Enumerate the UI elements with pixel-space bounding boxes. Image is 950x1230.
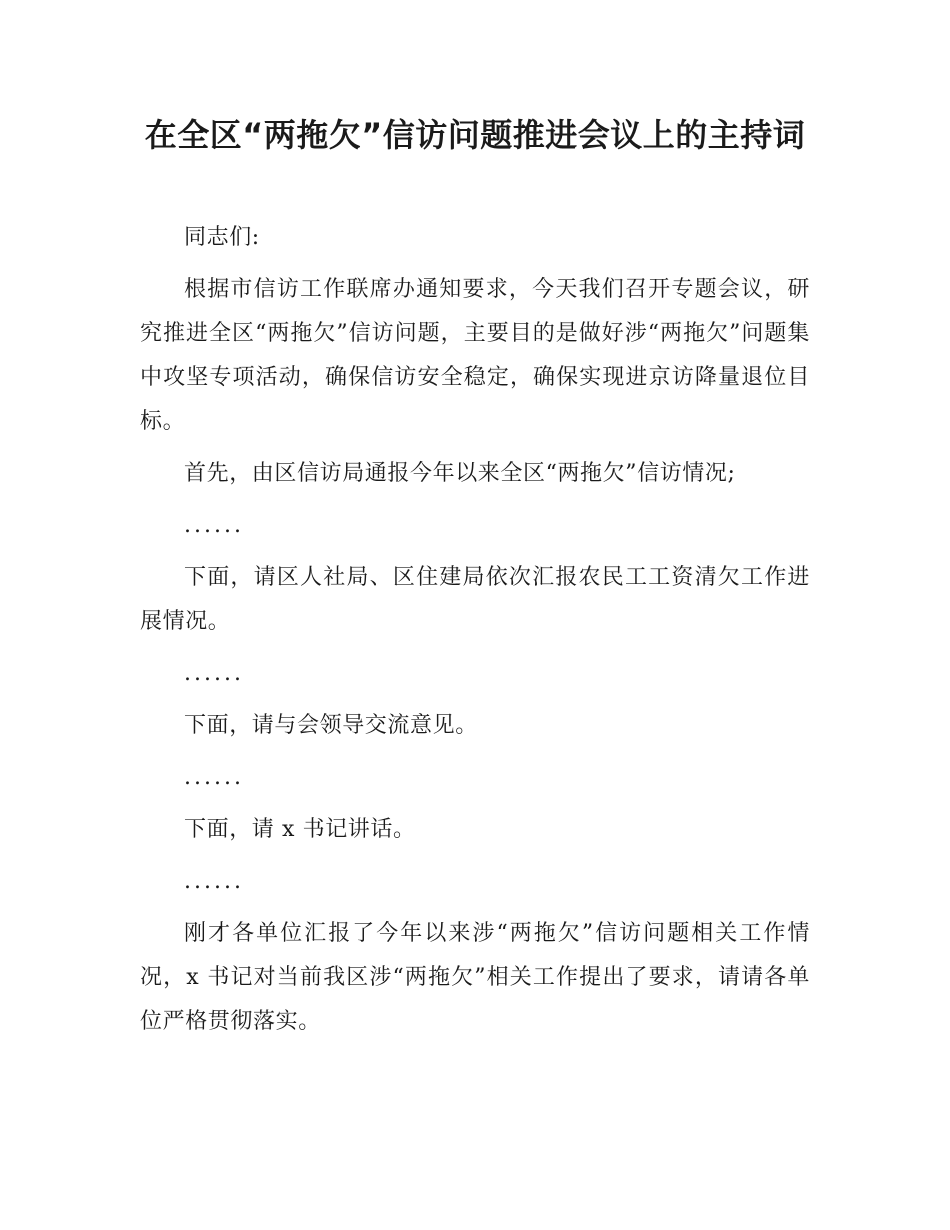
- ellipsis-2: ......: [184, 661, 244, 686]
- document-body: [140, 216, 810, 1052]
- paragraph-intro: 根据市信访工作联席办通知要求，今天我们召开专题会议，研究推进全区“两拖欠”信访问题，主要目的是做好涉“两拖欠”问题集中攻坚专项活动，确保信访安全稳定，确保实现进京访降量退位目标。: [140, 277, 810, 434]
- salutation: 同志们:: [184, 225, 260, 250]
- ellipsis-3: ......: [184, 765, 244, 790]
- ellipsis-1: ......: [184, 513, 244, 538]
- paragraph-first-item: 首先，由区信访局通报今年以来全区“两拖欠”信访情况;: [184, 461, 736, 486]
- document-title: 在全区“两拖欠”信访问题推进会议上的主持词: [144, 116, 806, 154]
- paragraph-fourth-item: 下面，请 x 书记讲话。: [184, 817, 416, 842]
- paragraph-second-item: 下面，请区人社局、区住建局依次汇报农民工工资清欠工作进展情况。: [140, 565, 810, 634]
- paragraph-third-item: 下面，请与会领导交流意见。: [184, 713, 478, 738]
- ellipsis-4: ......: [184, 869, 244, 894]
- paragraph-closing: 刚才各单位汇报了今年以来涉“两拖欠”信访问题相关工作情况，x 书记对当前我区涉“两拖欠”相关工作提出了要求，请请各单位严格贯彻落实。: [140, 921, 810, 1034]
